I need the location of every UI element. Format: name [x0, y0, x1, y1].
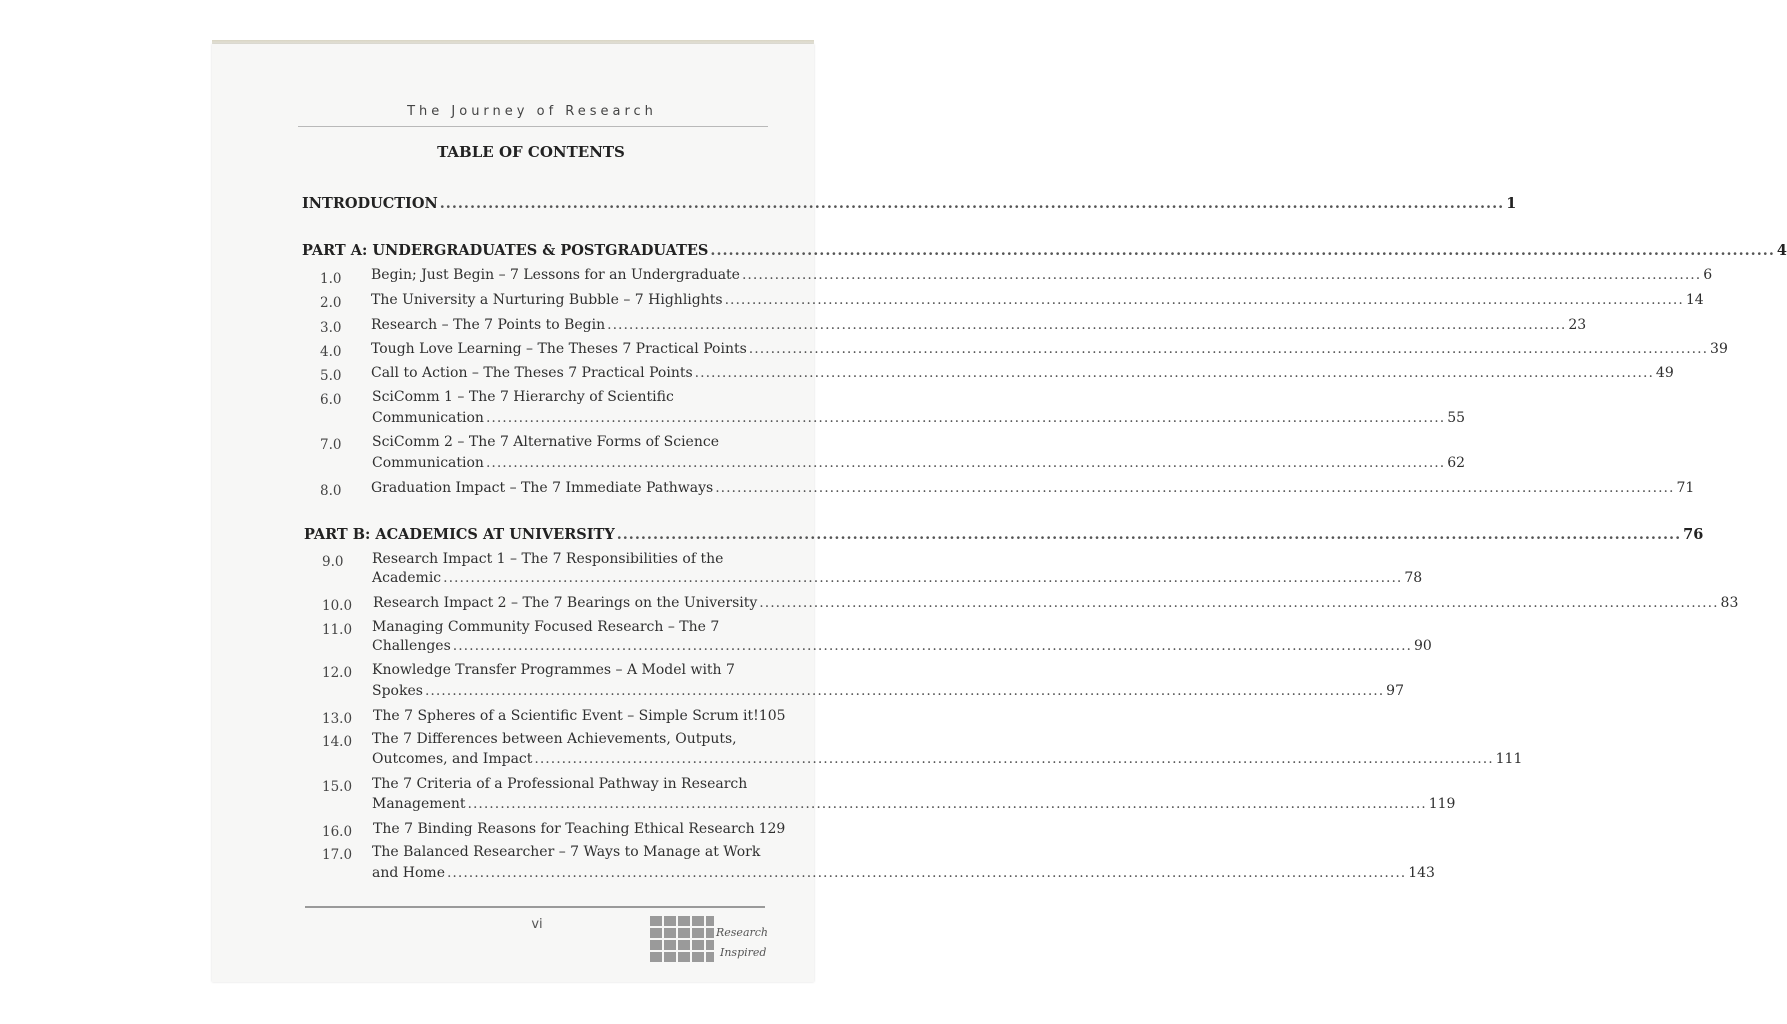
toc-entry-title: The 7 Criteria of a Professional Pathway in Research: [372, 776, 748, 792]
leader-dots: [749, 341, 1708, 357]
toc-entry-title: The University a Nurturing Bubble – 7 Highlights: [371, 292, 723, 308]
toc-entry-title: Graduation Impact – The 7 Immediate Pathways: [371, 480, 714, 496]
toc-entry-title: Knowledge Transfer Programmes – A Model with 7: [372, 662, 735, 678]
toc-entry-title: Research Impact 2 – The 7 Bearings on the University: [373, 595, 758, 611]
toc-entry-title: Research – The 7 Points to Begin: [371, 317, 606, 333]
leader-dots: [742, 267, 1701, 283]
toc-entry-page: 62: [1447, 455, 1466, 471]
toc-entry-title: SciComm 1 – The 7 Hierarchy of Scientific: [372, 389, 674, 405]
toc-entry: [371, 317, 1587, 333]
toc-entry-title-cont: and Home: [372, 865, 445, 881]
toc-entry-title: The Balanced Researcher – 7 Ways to Manage at Work: [372, 844, 761, 860]
page-number: vi: [531, 917, 543, 932]
leader-dots: [617, 526, 1681, 543]
toc-entry-title-cont: Communication: [372, 410, 484, 426]
toc-entry-number: 8.0: [320, 483, 342, 499]
toc-entry-page: 39: [1710, 341, 1728, 357]
toc-entry-number: 3.0: [320, 320, 342, 336]
toc-part-a-page: 4: [1776, 242, 1787, 259]
toc-entry-title-cont: Spokes: [372, 683, 423, 699]
leader-dots: [443, 570, 1402, 586]
toc-entry: [372, 570, 1423, 586]
toc-entry: [372, 638, 1432, 654]
toc-entry-number: 11.0: [322, 622, 353, 638]
toc-entry-number: 10.0: [322, 598, 353, 614]
toc-introduction-label: INTRODUCTION: [302, 195, 438, 212]
toc-entry-title-cont: Outcomes, and Impact: [372, 751, 533, 767]
toc-entry-page: 49: [1655, 365, 1674, 381]
toc-entry: [372, 455, 1466, 471]
toc-entry: [371, 292, 1704, 308]
toc-entry-page: 111: [1495, 751, 1523, 767]
toc-entry-number: 2.0: [320, 295, 342, 311]
toc-entry: [372, 410, 1466, 426]
header-rule: [298, 126, 768, 127]
toc-entry: [371, 480, 1695, 496]
toc-entry: [371, 267, 1713, 283]
toc-part-b-label: PART B: ACADEMICS AT UNIVERSITY: [304, 526, 615, 543]
toc-entry: [373, 821, 786, 837]
leader-dots: [534, 751, 1493, 767]
toc-entry-page: 55: [1447, 410, 1466, 426]
toc-entry-title: The 7 Spheres of a Scientific Event – Simple Scrum it!: [373, 708, 759, 724]
toc-entry-title: The 7 Binding Reasons for Teaching Ethical Research: [373, 821, 755, 837]
leader-dots: [453, 638, 1412, 654]
running-head: The Journey of Research: [407, 104, 657, 119]
leader-dots: [607, 317, 1566, 333]
toc-title: TABLE OF CONTENTS: [437, 143, 625, 161]
toc-entry-number: 15.0: [322, 779, 353, 795]
toc-entry-title: Begin; Just Begin – 7 Lessons for an Undergraduate: [371, 267, 740, 283]
toc-entry-page: 78: [1404, 570, 1423, 586]
toc-entry-page: 129: [758, 821, 786, 837]
toc-entry-title: The 7 Differences between Achievements, Outputs,: [372, 731, 737, 747]
toc-entry-page: 119: [1428, 796, 1456, 812]
toc-entry: [372, 796, 1456, 812]
leader-dots: [440, 195, 1504, 212]
toc-entry: [371, 365, 1674, 381]
toc-entry-title: Call to Action – The Theses 7 Practical Points: [371, 365, 693, 381]
toc-introduction-page: 1: [1506, 195, 1517, 212]
toc-entry-number: 7.0: [320, 437, 342, 453]
toc-entry-title-cont: Communication: [372, 455, 484, 471]
toc-entry-number: 6.0: [320, 392, 342, 408]
toc-entry-page: 105: [758, 708, 786, 724]
toc-entry: [372, 683, 1404, 699]
toc-entry: [372, 751, 1523, 767]
toc-introduction: [302, 195, 1517, 212]
toc-entry-number: 5.0: [320, 368, 342, 384]
leader-dots: [725, 292, 1684, 308]
toc-entry: [373, 595, 1739, 611]
leader-dots: [468, 796, 1427, 812]
research-inspired-logo: [650, 914, 769, 970]
toc-entry-title-cont: Academic: [372, 570, 442, 586]
toc-entry: [373, 708, 786, 724]
toc-entry-page: 6: [1703, 267, 1713, 283]
toc-entry-page: 90: [1414, 638, 1432, 654]
toc-entry: [371, 341, 1728, 357]
toc-part-a-label: PART A: UNDERGRADUATES & POSTGRADUATES: [302, 242, 709, 259]
toc-entry-page: 97: [1386, 683, 1404, 699]
toc-entry-number: 4.0: [320, 344, 342, 360]
toc-entry-number: 14.0: [322, 734, 353, 750]
toc-entry-page: 143: [1408, 865, 1435, 881]
toc-entry-title: Tough Love Learning – The Theses 7 Practical Points: [371, 341, 747, 357]
footer-rule: [305, 906, 765, 908]
leader-dots: [486, 455, 1445, 471]
toc-entry-title: SciComm 2 – The 7 Alternative Forms of Science: [372, 434, 719, 450]
toc-entry-number: 9.0: [322, 554, 344, 570]
book-page: [212, 44, 814, 982]
toc-entry-number: 13.0: [322, 711, 353, 727]
toc-entry-number: 16.0: [322, 824, 353, 840]
leader-dots: [425, 683, 1384, 699]
leader-dots: [447, 865, 1406, 881]
toc-part-b: [304, 526, 1704, 543]
leader-dots: [486, 410, 1445, 426]
leader-dots: [710, 242, 1774, 259]
toc-entry-page: 14: [1685, 292, 1704, 308]
leader-dots: [759, 595, 1718, 611]
leader-dots: [695, 365, 1654, 381]
logo-text-inspired: Inspired: [720, 946, 767, 959]
toc-entry-number: 1.0: [320, 271, 342, 287]
toc-part-b-page: 76: [1683, 526, 1704, 543]
toc-entry-page: 83: [1720, 595, 1739, 611]
leader-dots: [715, 480, 1674, 496]
toc-entry-page: 23: [1568, 317, 1587, 333]
toc-part-a: [302, 242, 1787, 259]
toc-entry-title-cont: Challenges: [372, 638, 451, 654]
logo-text-research: Research: [716, 926, 769, 939]
toc-entry-title-cont: Management: [372, 796, 466, 812]
toc-entry-page: 71: [1676, 480, 1695, 496]
toc-entry-title: Managing Community Focused Research – The 7: [372, 619, 720, 635]
toc-entry-title: Research Impact 1 – The 7 Responsibilities of the: [372, 551, 724, 567]
toc-entry-number: 17.0: [322, 847, 353, 863]
toc-entry: [372, 865, 1435, 881]
toc-entry-number: 12.0: [322, 665, 353, 681]
